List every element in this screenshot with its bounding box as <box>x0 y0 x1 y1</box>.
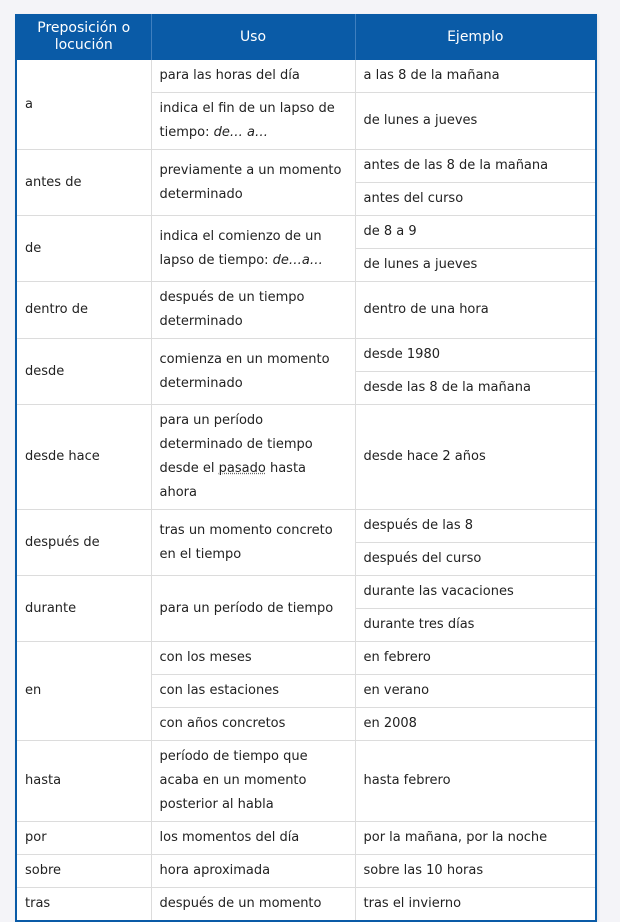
table-row <box>17 216 595 249</box>
table-row <box>17 576 595 609</box>
cell-uso <box>151 93 355 150</box>
cell-ejemplo: durante las vacaciones <box>355 576 595 609</box>
cell-prep-despues-de: después de <box>17 510 151 576</box>
table-row <box>17 642 595 675</box>
cell-uso: con los meses <box>151 642 355 675</box>
cell-uso: para las horas del día <box>151 60 355 93</box>
cell-ejemplo: en febrero <box>355 642 595 675</box>
table-row <box>17 150 595 183</box>
cell-ejemplo: dentro de una hora <box>355 282 595 339</box>
table-row <box>17 741 595 822</box>
header-preposicion: Preposición o locución <box>17 14 151 60</box>
cell-uso: para un período de tiempo <box>151 576 355 642</box>
cell-ejemplo: antes de las 8 de la mañana <box>355 150 595 183</box>
uso-text: hasta ahora <box>159 461 307 500</box>
cell-uso: previamente a un momento determinado <box>151 150 355 216</box>
cell-ejemplo: de 8 a 9 <box>355 216 595 249</box>
glossary-link-pasado[interactable]: pasado <box>218 461 266 476</box>
cell-ejemplo: tras el invierno <box>363 896 462 911</box>
cell-prep-desde: desde <box>17 339 151 405</box>
cell-prep-antes-de: antes de <box>17 150 151 216</box>
cell-uso: con años concretos <box>151 708 355 741</box>
cell-uso <box>151 405 355 510</box>
cell-uso: período de tiempo que acaba en un momento posterior al habla <box>151 741 355 822</box>
table-row <box>17 282 595 339</box>
cell-ejemplo: por la mañana, por la noche <box>355 822 595 855</box>
prepositions-table-container <box>15 14 597 922</box>
uso-text: para un período determinado de tiempo desde el <box>159 413 313 476</box>
header-uso: Uso <box>151 14 355 60</box>
cell-uso: hora aproximada <box>151 855 355 888</box>
table-row <box>17 855 595 888</box>
cell-uso <box>151 216 355 282</box>
cell-ejemplo: desde 1980 <box>355 339 595 372</box>
cell-ejemplo: durante tres días <box>355 609 595 642</box>
cell-ejemplo: desde hace 2 años <box>355 405 595 510</box>
cell-uso: después de un tiempo determinado <box>151 282 355 339</box>
cell-prep-a: a <box>17 60 151 150</box>
cell-ejemplo: de lunes a jueves <box>355 93 595 150</box>
cell-prep-sobre: sobre <box>17 855 151 888</box>
header-row <box>17 14 595 60</box>
cell-ejemplo: sobre las 10 horas <box>355 855 595 888</box>
uso-text: indica el comienzo de un lapso de tiempo: <box>159 228 322 268</box>
uso-pattern: de…a… <box>272 252 323 268</box>
uso-text: indica el fin de un lapso de tiempo: <box>159 101 335 140</box>
cell-ejemplo: en 2008 <box>355 708 595 741</box>
cell-prep-de: de <box>17 216 151 282</box>
cell-ejemplo: a las 8 de la mañana <box>355 60 595 93</box>
cell-prep-durante: durante <box>17 576 151 642</box>
table-row <box>17 339 595 372</box>
prepositions-table <box>17 14 595 920</box>
cell-ejemplo: en verano <box>355 675 595 708</box>
cell-prep-hasta: hasta <box>17 741 151 822</box>
cell-ejemplo: desde las 8 de la mañana <box>355 372 595 405</box>
cell-prep-tras: tras <box>17 888 151 921</box>
cell-ejemplo: después del curso <box>355 543 595 576</box>
cell-uso: comienza en un momento determinado <box>151 339 355 405</box>
table-row <box>17 822 595 855</box>
uso-pattern: de… a… <box>213 125 268 140</box>
table-row <box>17 510 595 543</box>
table-row <box>17 888 595 921</box>
cell-prep-dentro-de: dentro de <box>17 282 151 339</box>
table-row <box>17 60 595 93</box>
cell-uso: los momentos del día <box>151 822 355 855</box>
cell-prep-por: por <box>17 822 151 855</box>
cell-ejemplo: después de las 8 <box>355 510 595 543</box>
cell-ejemplo: hasta febrero <box>355 741 595 822</box>
header-ejemplo: Ejemplo <box>355 14 595 60</box>
cell-uso: tras un momento concreto en el tiempo <box>151 510 355 576</box>
cell-ejemplo: antes del curso <box>355 183 595 216</box>
cell-ejemplo: de lunes a jueves <box>355 249 595 282</box>
cell-uso: con las estaciones <box>151 675 355 708</box>
cell-prep-desde-hace: desde hace <box>17 405 151 510</box>
cell-uso: después de un momento <box>151 888 355 921</box>
table-row <box>17 405 595 510</box>
cell-prep-en: en <box>17 642 151 741</box>
